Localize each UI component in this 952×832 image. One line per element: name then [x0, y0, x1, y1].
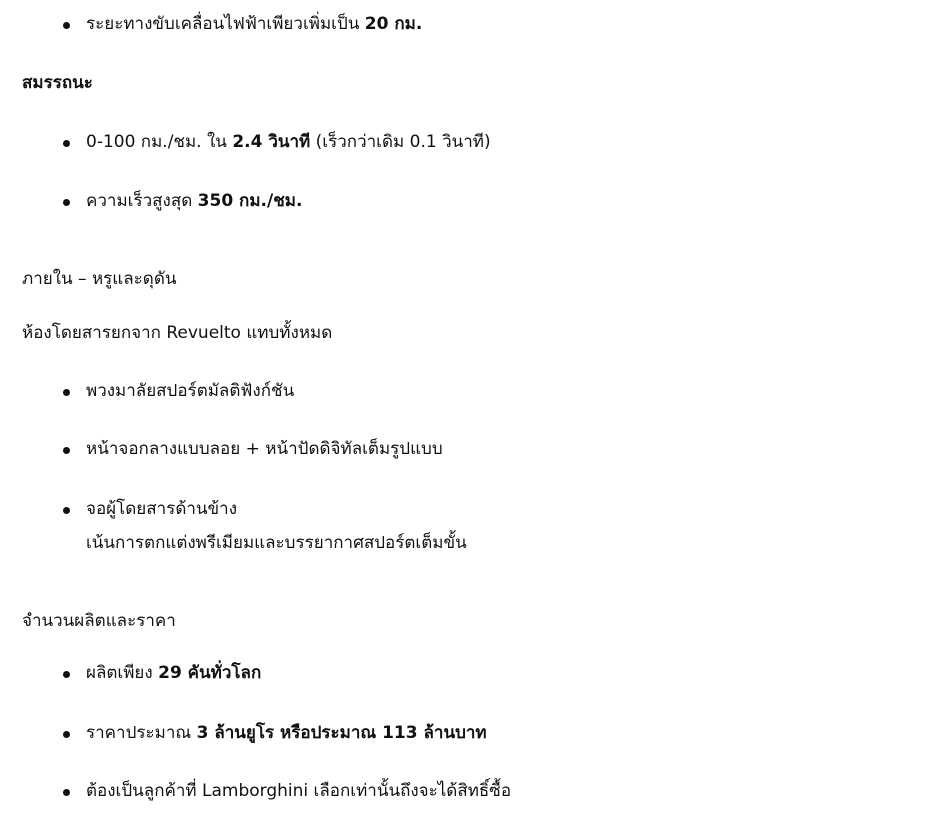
list-item-steering-wheel: พวงมาลัยสปอร์ตมัลติฟังก์ชัน	[86, 381, 295, 401]
ev-range-text: ระยะทางขับเคลื่อนไฟฟ้าเพียวเพิ่มเป็น	[86, 14, 365, 34]
list-item-ev-range	[86, 12, 422, 36]
bullet-dot	[63, 671, 70, 678]
bullet-dot	[63, 22, 70, 29]
interior-intro: ห้องโดยสารยกจาก Revuelto แทบทั้งหมด	[22, 323, 333, 343]
bullet-dot	[63, 731, 70, 738]
ev-range-value: 20 กม.	[364, 14, 423, 34]
list-item-acceleration	[86, 130, 491, 154]
bullet-dot	[63, 199, 70, 206]
bullet-dot	[63, 389, 70, 396]
list-item-passenger-screen: จอผู้โดยสารด้านข้าง	[86, 499, 237, 519]
list-item-price	[86, 721, 487, 745]
list-item-center-screen: หน้าจอกลางแบบลอย + หน้าปัดดิจิทัลเต็มรูปแบบ	[86, 439, 443, 459]
acceleration-value: 2.4 วินาที	[232, 132, 311, 152]
production-units-value: 29 คันทั่วโลก	[158, 663, 262, 683]
section-heading-interior: ภายใน – หรูและดุดัน	[22, 269, 177, 289]
section-heading-performance	[22, 71, 93, 95]
bullet-dot	[63, 447, 70, 454]
acceleration-note: (เร็วกว่าเดิม 0.1 วินาที)	[310, 132, 491, 152]
list-item-production-units	[86, 661, 261, 685]
top-speed-text: ความเร็วสูงสุด	[86, 191, 198, 211]
bullet-dot	[63, 140, 70, 147]
list-item-top-speed	[86, 189, 302, 213]
performance-heading-text: สมรรถนะ	[22, 73, 93, 93]
interior-note: เน้นการตกแต่งพรีเมียมและบรรยากาศสปอร์ตเต็มขั้น	[86, 533, 467, 553]
section-heading-production: จำนวนผลิตและราคา	[22, 611, 176, 631]
list-item-eligibility: ต้องเป็นลูกค้าที่ Lamborghini เลือกเท่านั้นถึงจะได้สิทธิ์ซื้อ	[86, 781, 512, 801]
bullet-dot	[63, 507, 70, 514]
price-text: ราคาประมาณ	[86, 723, 197, 743]
price-value: 3 ล้านยูโร หรือประมาณ 113 ล้านบาท	[196, 723, 487, 743]
acceleration-text: 0-100 กม./ชม. ใน	[86, 132, 233, 152]
bullet-dot	[63, 789, 70, 796]
production-units-text: ผลิตเพียง	[86, 663, 159, 683]
top-speed-value: 350 กม./ชม.	[197, 191, 303, 211]
